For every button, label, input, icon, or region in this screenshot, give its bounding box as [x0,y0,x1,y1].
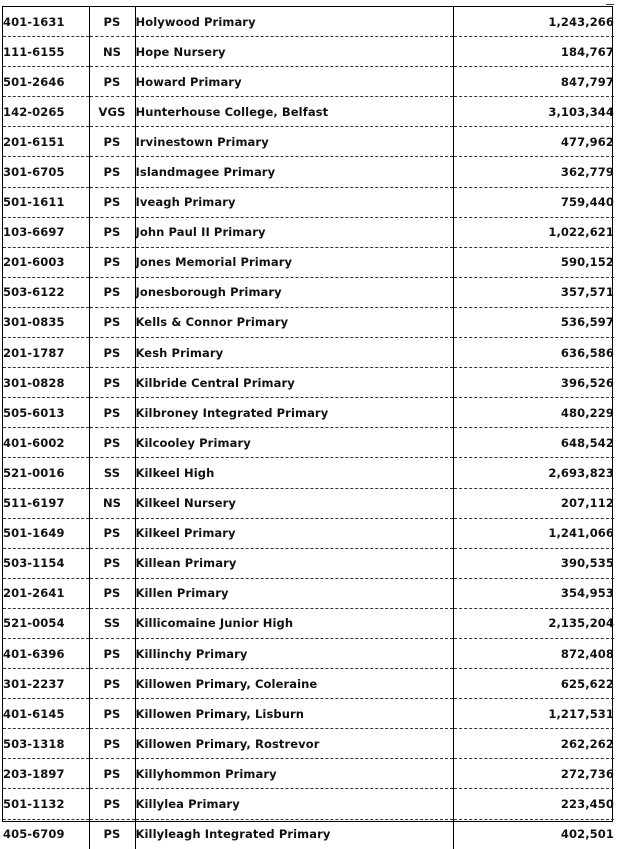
school-name-cell: John Paul II Primary [135,217,453,247]
school-type-cell: PS [89,247,135,277]
funding-amount-cell: 1,217,531 [453,699,614,729]
school-name-cell: Killowen Primary, Rostrevor [135,729,453,759]
funding-amount-cell: 759,440 [453,187,614,217]
school-type-cell: NS [89,37,135,67]
page-corner-mark [606,0,614,5]
school-code-cell: 401-1631 [3,7,89,37]
school-name-cell: Killean Primary [135,548,453,578]
school-name-cell: Hunterhouse College, Belfast [135,97,453,127]
school-code-cell: 401-6145 [3,699,89,729]
table-row [3,428,614,458]
school-code-cell: 301-0828 [3,368,89,398]
table-row [3,157,614,187]
school-name-cell: Killinchy Primary [135,638,453,668]
table-row [3,217,614,247]
table-row [3,458,614,488]
school-name-cell: Killen Primary [135,578,453,608]
school-code-cell: 142-0265 [3,97,89,127]
school-code-cell: 521-0016 [3,458,89,488]
school-name-cell: Kilcooley Primary [135,428,453,458]
table-row [3,699,614,729]
school-funding-table [3,7,614,849]
school-code-cell: 301-0835 [3,307,89,337]
school-type-cell: PS [89,759,135,789]
school-code-cell: 501-1132 [3,789,89,819]
school-type-cell: PS [89,398,135,428]
table-row [3,187,614,217]
document-page [2,6,614,842]
table-row [3,789,614,819]
funding-amount-cell: 636,586 [453,338,614,368]
school-type-cell: PS [89,307,135,337]
school-type-cell: NS [89,488,135,518]
school-type-cell: VGS [89,97,135,127]
school-code-cell: 501-2646 [3,67,89,97]
funding-amount-cell: 2,693,823 [453,458,614,488]
school-name-cell: Jones Memorial Primary [135,247,453,277]
table-row [3,578,614,608]
school-name-cell: Kilkeel Primary [135,518,453,548]
school-code-cell: 301-2237 [3,669,89,699]
table-row [3,729,614,759]
table-body [3,7,614,849]
school-type-cell: SS [89,458,135,488]
funding-amount-cell: 262,262 [453,729,614,759]
table-row [3,398,614,428]
school-code-cell: 503-1318 [3,729,89,759]
table-row [3,518,614,548]
school-code-cell: 503-1154 [3,548,89,578]
funding-amount-cell: 480,229 [453,398,614,428]
school-code-cell: 401-6002 [3,428,89,458]
table-row [3,277,614,307]
school-code-cell: 505-6013 [3,398,89,428]
funding-amount-cell: 477,962 [453,127,614,157]
funding-amount-cell: 390,535 [453,548,614,578]
school-name-cell: Kells & Connor Primary [135,307,453,337]
school-type-cell: PS [89,518,135,548]
school-name-cell: Kesh Primary [135,338,453,368]
funding-amount-cell: 648,542 [453,428,614,458]
school-type-cell: PS [89,67,135,97]
school-name-cell: Kilbride Central Primary [135,368,453,398]
funding-amount-cell: 354,953 [453,578,614,608]
school-type-cell: SS [89,608,135,638]
school-name-cell: Kilkeel Nursery [135,488,453,518]
school-code-cell: 201-2641 [3,578,89,608]
funding-amount-cell: 402,501 [560,827,614,842]
table-row [3,608,614,638]
school-type-cell: PS [89,7,135,37]
table-row [3,819,614,849]
table-row [3,759,614,789]
funding-amount-cell: 272,736 [453,759,614,789]
school-code-cell: 203-1897 [3,759,89,789]
school-type-cell: PS [89,217,135,247]
table-row [3,338,614,368]
school-code-cell: 511-6197 [3,488,89,518]
school-code-cell: 405-6709 [3,819,89,849]
school-code-cell: 401-6396 [3,638,89,668]
school-name-cell: Killowen Primary, Lisburn [135,699,453,729]
funding-amount-cell: 396,526 [453,368,614,398]
school-name-cell: Iveagh Primary [135,187,453,217]
school-type-cell: PS [89,548,135,578]
school-code-cell: 503-6122 [3,277,89,307]
table-row [3,669,614,699]
school-type-cell: PS [89,428,135,458]
school-type-cell: PS [89,127,135,157]
school-code-cell: 521-0054 [3,608,89,638]
school-type-cell: PS [89,578,135,608]
funding-amount-cell: 1,243,266 [453,7,614,37]
funding-amount-cell: 625,622 [453,669,614,699]
table-row [3,67,614,97]
school-code-cell: 103-6697 [3,217,89,247]
school-type-cell: PS [89,789,135,819]
funding-amount-cell: 362,779 [453,157,614,187]
funding-amount-cell: 2,135,204 [453,608,614,638]
school-name-cell: Holywood Primary [135,7,453,37]
school-name-cell: Hope Nursery [135,37,453,67]
funding-amount-cell: 1,022,621 [453,217,614,247]
table-row [3,7,614,37]
table-row [3,97,614,127]
funding-amount-cell: 223,450 [453,789,614,819]
funding-amount-cell: 847,797 [453,67,614,97]
school-name-cell: Killowen Primary, Coleraine [135,669,453,699]
school-name-cell: Jonesborough Primary [135,277,453,307]
school-type-cell: PS [89,338,135,368]
table-row [3,368,614,398]
school-code-cell: 501-1649 [3,518,89,548]
table-row [3,307,614,337]
table-row [3,488,614,518]
school-type-cell: PS [89,187,135,217]
school-name-cell: Killyhommon Primary [135,759,453,789]
school-name-cell: Kilkeel High [135,458,453,488]
school-type-cell: PS [89,729,135,759]
school-code-cell: 201-6003 [3,247,89,277]
school-type-cell: PS [89,157,135,187]
school-type-cell: PS [89,699,135,729]
funding-amount-cell: 207,112 [453,488,614,518]
table-row [3,548,614,578]
funding-amount-cell: 184,767 [453,37,614,67]
funding-amount-cell: 590,152 [453,247,614,277]
school-code-cell: 301-6705 [3,157,89,187]
funding-amount-cell: 1,241,066 [453,518,614,548]
school-code-cell: 501-1611 [3,187,89,217]
school-type-cell: PS [89,638,135,668]
school-name-cell: Islandmagee Primary [135,157,453,187]
school-name-cell: Kilbroney Integrated Primary [135,398,453,428]
funding-amount-cell: 357,571 [453,277,614,307]
school-type-cell: PS [89,819,135,849]
school-name-cell: Killicomaine Junior High [135,608,453,638]
school-name-cell: Killylea Primary [135,789,453,819]
school-type-cell: PS [89,277,135,307]
table-row [3,638,614,668]
school-code-cell: 201-1787 [3,338,89,368]
table-row [3,37,614,67]
table-row [3,127,614,157]
school-name-cell: Killyleagh Integrated Primary [135,819,453,849]
school-name-cell: Howard Primary [135,67,453,97]
funding-amount-cell: 3,103,344 [453,97,614,127]
school-code-cell: 201-6151 [3,127,89,157]
school-type-cell: PS [89,368,135,398]
funding-amount-cell: 872,408 [453,638,614,668]
school-type-cell: PS [89,669,135,699]
school-name-cell: Irvinestown Primary [135,127,453,157]
funding-amount-cell: 536,597 [453,307,614,337]
school-code-cell: 111-6155 [3,37,89,67]
table-row [3,247,614,277]
